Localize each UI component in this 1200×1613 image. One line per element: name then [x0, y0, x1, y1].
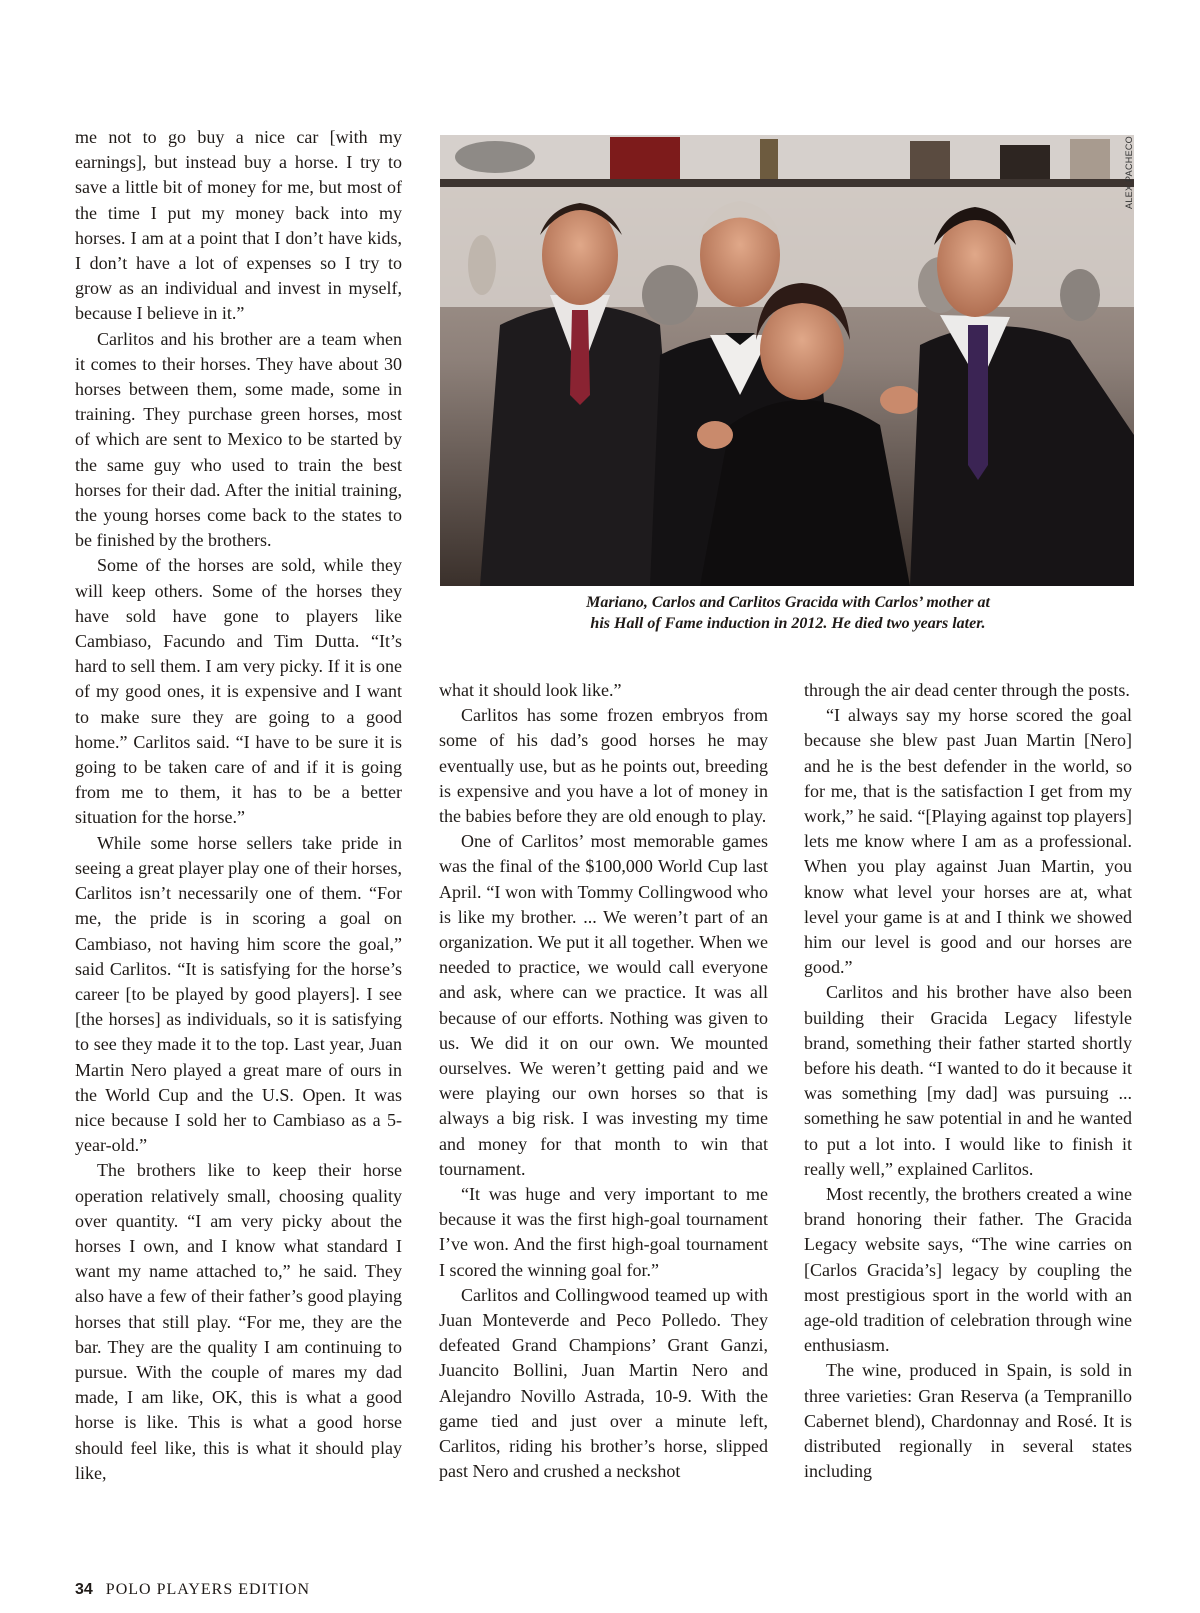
paragraph: through the air dead center through the posts. [804, 680, 1130, 700]
paragraph: Most recently, the brothers created a wine brand honoring their father. The Gracida Legacy website says, “The wine carries on [Carlos Gracida’s] legacy by coupling the most prestigious sport in the world with an age-old tradition of celebration through wine enthusiasm. [804, 1184, 1132, 1356]
caption-line: Mariano, Carlos and Carlitos Gracida with Carlos’ mother at [586, 594, 990, 611]
page-number: 34 [75, 1581, 93, 1598]
paragraph: The brothers like to keep their horse operation relatively small, choosing quality over quantity. “I am very picky about the horses I own, and I know what standard I want my name attached to,” he said. They also have a few of their father’s good playing horses that still play. “For me, they are the bar. They are the quality I am continuing to pursue. With the couple of mares my dad made, I am like, OK, this is what a good horse is like. This is what a good horse should feel like, this is what it should play like, [75, 1160, 402, 1483]
article-column-2 [439, 678, 768, 1485]
paragraph: Carlitos and his brother have also been building their Gracida Legacy lifestyle brand, something their father started shortly before his death. “I wanted to do it because it was something [my dad] was pursuing ... something he saw potential in and he wanted to put a lot into. I would like to finish it really well,” explained Carlitos. [804, 982, 1132, 1179]
paragraph: The wine, produced in Spain, is sold in three varieties: Gran Reserva (a Tempranillo Cabernet blend), Chardonnay and Rosé. It is distributed regionally in several states including [804, 1360, 1132, 1482]
photo-illustration [440, 135, 1134, 586]
paragraph: Carlitos has some frozen embryos from some of his dad’s good horses he may eventually use, but as he points out, breeding is expensive and you have a lot of money in the babies before they are old enough to play. [439, 705, 768, 827]
photo-caption [548, 592, 1028, 634]
photo-credit: ALEX PACHECO [1124, 136, 1134, 209]
paragraph: Carlitos and Collingwood teamed up with Juan Monteverde and Peco Polledo. They defeated Grand Champions’ Grant Ganzi, Juancito Bollini, Juan Martin Nero and Alejandro Novillo Astrada, 10-9. With the game tied and just over a minute left, Carlitos, riding his brother’s horse, slipped past Nero and crushed a neckshot [439, 1284, 768, 1482]
paragraph: Some of the horses are sold, while they will keep others. Some of the horses they have sold have gone to players like Cambiaso, Facundo and Tim Dutta. “It’s hard to sell them. I am very picky. If it is one of my good ones, it is expensive and I want to make sure they are going to a good home.” Carlitos said. “I have to be sure it is going to be taken care of and if it is going from me to them, it has to be a better situation for the horse.” [75, 555, 402, 828]
paragraph: me not to go buy a nice car [with my earnings], but instead buy a horse. I try to save a little bit of money for me, but most of the time I put my money back into my horses. I am at a point that I don’t have kids, I don’t have a lot of expenses so I try to grow as an individual and invest in myself, because I believe in it.” [75, 127, 402, 324]
paragraph: While some horse sellers take pride in seeing a great player play one of their horses, Carlitos isn’t necessarily one of them. “For me, the pride is in scoring a goal on Cambiaso, not having him score the goal,” said Carlitos. “It is satisfying for the horse’s career [to be played by good players]. I see [the horses] as individuals, so it is satisfying to see they made it to the top. Last year, Juan Martin Nero played a great mare of ours in the World Cup and the U.S. Open. It was nice because I sold her to Cambiaso as a 5-year-old.” [75, 832, 402, 1156]
article-column-3 [804, 678, 1132, 1485]
publication-name: POLO PLAYERS EDITION [105, 1581, 311, 1598]
paragraph: One of Carlitos’ most memorable games was the final of the $100,000 World Cup last April. “I won with Tommy Collingwood who is like my brother. ... We weren’t part of an organization. We put it all together. When we needed to practice, we would call everyone and ask, where can we practice. It was all because of our efforts. Nothing was given to us. We did it on our own. We mounted ourselves. We weren’t getting paid and we were playing our own horses so that is always a big risk. I was investing my time and money for that month to win that tournament. [439, 831, 768, 1179]
paragraph: Carlitos and his brother are a team when it comes to their horses. They have about 30 horses between them, some made, some in training. They purchase green horses, most of which are sent to Mexico to be started by the same guy who used to train the best horses for their dad. After the initial training, the young horses come back to the states to be finished by the brothers. [75, 328, 402, 551]
article-column-1 [75, 125, 402, 1486]
caption-line: his Hall of Fame induction in 2012. He died two years later. [590, 615, 986, 632]
page-footer [75, 1581, 310, 1599]
family-photo [440, 135, 1134, 586]
paragraph: “I always say my horse scored the goal because she blew past Juan Martin [Nero] and he is the best defender in the world, so for me, that is the satisfaction I get from my work,” he said. “[Playing against top players] lets me know where I am as a professional. When you play against Juan Martin, you know what level your horses are at, what level your game is at and I think we showed him our level is good and our horses are good.” [804, 705, 1132, 978]
paragraph: “It was huge and very important to me because it was the first high-goal tournament I’ve won. And the first high-goal tournament I scored the winning goal for.” [439, 1184, 768, 1280]
paragraph: what it should look like.” [439, 680, 622, 700]
